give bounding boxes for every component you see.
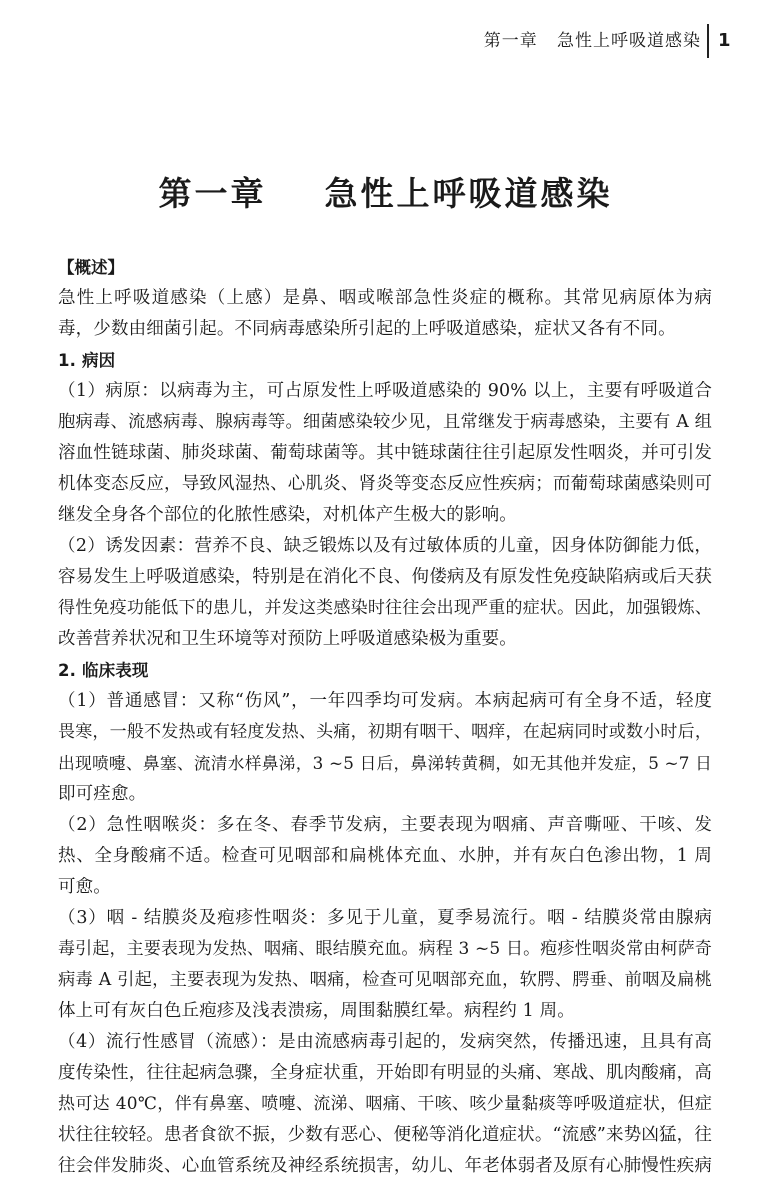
- text-line: 机体变态反应，导致风湿热、心肌炎、肾炎等变态反应性疾病；而葡萄球菌感染则可: [58, 474, 712, 494]
- section-heading: 【概述】: [58, 258, 124, 277]
- subsection-heading: 1. 病因: [58, 351, 116, 370]
- text-line: 胞病毒、流感病毒、腺病毒等。细菌感染较少见，且常继发于病毒感染，主要有 A 组: [58, 412, 712, 432]
- text-line: 往会伴发肺炎、心血管系统及神经系统损害，幼儿、年老体弱者及原有心肺慢性疾病: [58, 1156, 712, 1176]
- text-line: 畏寒，一般不发热或有轻度发热、头痛，初期有咽干、咽痒，在起病同时或数小时后，: [58, 722, 712, 742]
- text-line: 出现喷嚏、鼻塞、流清水样鼻涕，3 ~5 日后，鼻涕转黄稠，如无其他并发症，5 ~7 日: [58, 753, 712, 773]
- text-line: 改善营养状况和卫生环境等对预防上呼吸道感染极为重要。: [58, 629, 517, 649]
- text-line: 即可痊愈。: [58, 784, 147, 804]
- chapter-title: 第一章 急性上呼吸道感染: [158, 174, 613, 214]
- text-line: 热、全身酸痛不适。检查可见咽部和扁桃体充血、水肿，并有灰白色渗出物，1 周: [58, 846, 712, 866]
- text-line: 溶血性链球菌、肺炎球菌、葡萄球菌等。其中链球菌往往引起原发性咽炎，并可引发: [58, 443, 712, 463]
- page-number: 1: [718, 30, 731, 51]
- text-line: （2）诱发因素：营养不良、缺乏锻炼以及有过敏体质的儿童，因身体防御能力低，: [58, 536, 712, 556]
- text-line: （4）流行性感冒（流感）：是由流感病毒引起的，发病突然，传播迅速，且具有高: [58, 1032, 712, 1052]
- text-line: （1）普通感冒：又称“伤风”，一年四季均可发病。本病起病可有全身不适，轻度: [58, 691, 712, 711]
- text-line: 度传染性，往往起病急骤，全身症状重，开始即有明显的头痛、寒战、肌肉酸痛，高: [58, 1063, 712, 1083]
- text-line: 容易发生上呼吸道感染，特别是在消化不良、佝偻病及有原发性免疫缺陷病或后天获: [58, 567, 712, 587]
- subsection-heading: 2. 临床表现: [58, 661, 149, 680]
- text-line: 得性免疫功能低下的患儿，并发这类感染时往往会出现严重的症状。因此，加强锻炼、: [58, 598, 712, 618]
- text-line: 体上可有灰白色丘疱疹及浅表溃疡，周围黏膜红晕。病程约 1 周。: [58, 1001, 575, 1021]
- body-text: [58, 252, 712, 1182]
- text-line: （2）急性咽喉炎：多在冬、春季节发病，主要表现为咽痛、声音嘶哑、干咳、发: [58, 815, 712, 835]
- text-line: 毒，少数由细菌引起。不同病毒感染所引起的上呼吸道感染，症状又各有不同。: [58, 319, 676, 339]
- text-line: 可愈。: [58, 877, 111, 897]
- text-line: 急性上呼吸道感染（上感）是鼻、咽或喉部急性炎症的概称。其常见病原体为病: [58, 288, 712, 308]
- running-header: [0, 30, 771, 54]
- text-line: 毒引起，主要表现为发热、咽痛、眼结膜充血。病程 3 ~5 日。疱疹性咽炎常由柯萨奇: [58, 939, 712, 959]
- text-line: 继发全身各个部位的化脓性感染，对机体产生极大的影响。: [58, 505, 517, 525]
- text-line: （1）病原：以病毒为主，可占原发性上呼吸道感染的 90% 以上，主要有呼吸道合: [58, 381, 712, 401]
- text-line: 热可达 40℃，伴有鼻塞、喷嚏、流涕、咽痛、干咳、咳少量黏痰等呼吸道症状，但症: [58, 1094, 712, 1114]
- text-line: （3）咽 - 结膜炎及疱疹性咽炎：多见于儿童，夏季易流行。咽 - 结膜炎常由腺病: [58, 908, 712, 928]
- running-header-title: 第一章 急性上呼吸道感染: [483, 31, 701, 51]
- text-line: 状往往较轻。患者食欲不振，少数有恶心、便秘等消化道症状。“流感”来势凶猛，往: [58, 1125, 712, 1145]
- text-line: 病毒 A 引起，主要表现为发热、咽痛，检查可见咽部充血，软腭、腭垂、前咽及扁桃: [58, 970, 712, 990]
- header-divider: [707, 24, 709, 58]
